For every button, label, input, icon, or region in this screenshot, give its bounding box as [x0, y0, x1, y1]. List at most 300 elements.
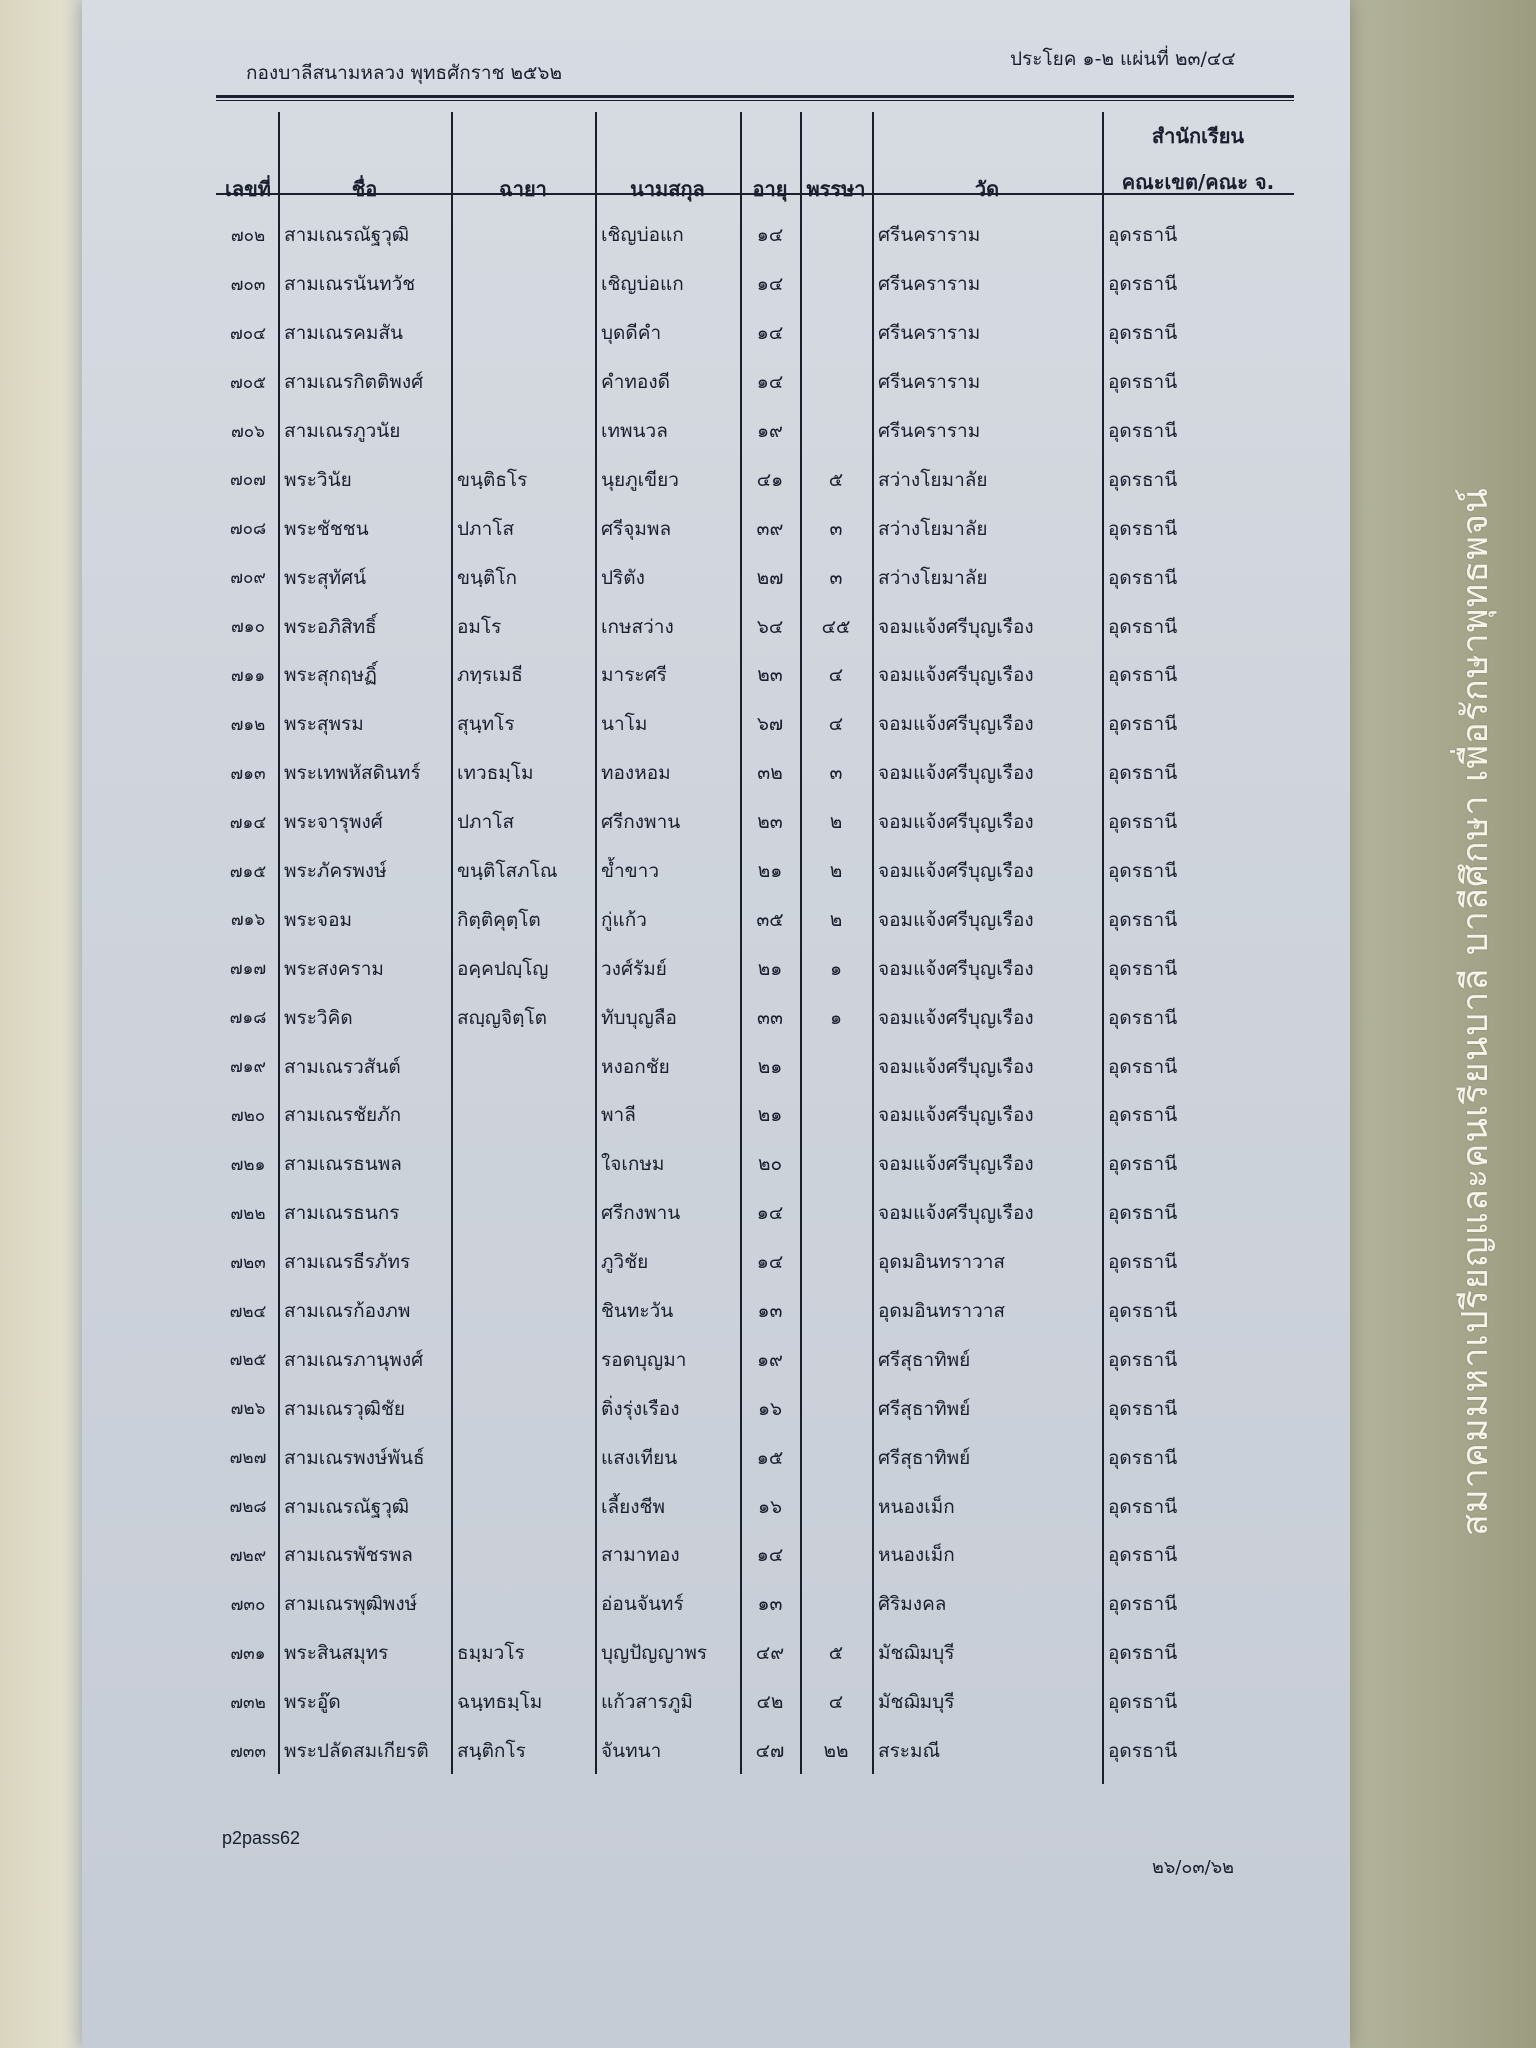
cell-name: สามเณรคมสัน [284, 322, 403, 345]
cell-no: ๗๓๓ [229, 1741, 267, 1762]
table-row [218, 1042, 1294, 1091]
cell-age: ๒๗ [756, 566, 784, 589]
cell-no: ๗๑๙ [229, 1057, 267, 1078]
table-row [218, 749, 1294, 798]
table-row [218, 455, 1294, 504]
table-row [218, 1433, 1294, 1482]
cell-no: ๗๑๘ [229, 1008, 267, 1029]
cell-no: ๗๓๐ [230, 1594, 266, 1615]
table-row [218, 993, 1294, 1042]
table-row [218, 602, 1294, 651]
cell-monk-name: ภทฺรเมธี [457, 664, 523, 687]
cell-school: อุดรธานี [1108, 1300, 1178, 1323]
col-header-age: อายุ [752, 177, 788, 201]
cell-age: ๓๙ [756, 517, 784, 540]
cell-no: ๗๐๘ [229, 519, 267, 540]
table-row [218, 1384, 1294, 1433]
cell-age: ๑๙ [757, 420, 783, 442]
cell-school: อุดรธานี [1108, 273, 1178, 296]
cell-monk-name [451, 260, 595, 309]
table-row [218, 700, 1294, 749]
cell-name: สามเณรณัฐวุฒิ [284, 1495, 410, 1518]
table-row [218, 553, 1294, 602]
cell-age: ๒๑ [757, 1055, 783, 1078]
cell-surname: เทพนวล [601, 420, 668, 442]
cell-school: อุดรธานี [1108, 1691, 1178, 1714]
cell-monk-name: กิตฺติคุตฺโต [457, 908, 541, 931]
cell-school: อุดรธานี [1108, 1544, 1178, 1567]
cell-no: ๗๒๔ [229, 1301, 267, 1322]
cell-name: พระภัครพงษ์ [284, 860, 387, 883]
cell-temple: ศรีนคราราม [878, 273, 981, 296]
cell-surname: เชิญบ่อแก [601, 224, 684, 247]
top-rule-thin [216, 100, 1294, 101]
table-header-row [218, 112, 1294, 211]
cell-surname: ทองหอม [601, 762, 671, 785]
cell-monk-name: สนฺติกโร [457, 1740, 526, 1763]
cell-monk-name: ฉนฺทธมฺโม [457, 1691, 543, 1714]
cell-age: ๓๕ [756, 908, 784, 931]
cell-age: ๑๖ [757, 1397, 783, 1420]
cell-temple: จอมแจ้งศรีบุญเรือง [878, 1153, 1034, 1176]
side-watermark: สมาคมมหาเปรียญและคนเรียนบาลี บาลีศึกษา เพื่อรักษาพุทธพจน์ [1455, 487, 1496, 1536]
table-row [218, 1531, 1294, 1580]
header-sheet-number: ประโยค ๑-๒ แผ่นที่ ๒๓/๔๔ [1010, 48, 1236, 70]
cell-surname: แก้วสารภูมิ [601, 1691, 693, 1714]
cell-vassa [800, 1531, 872, 1580]
cell-name: พระสุทัศน์ [284, 566, 367, 589]
cell-age: ๖๗ [756, 713, 784, 736]
cell-monk-name: อมโร [457, 615, 502, 638]
col-header-monk-name: ฉายา [499, 177, 547, 201]
cell-vassa [800, 1091, 872, 1140]
cell-monk-name [451, 1140, 595, 1189]
col-header-school [1102, 112, 1294, 211]
cell-monk-name: ปภาโส [457, 811, 515, 834]
cell-vassa [800, 1384, 872, 1433]
cell-name: สามเณรธีรภัทร [284, 1251, 411, 1274]
cell-surname: จันทนา [601, 1740, 662, 1763]
cell-age: ๑๓ [757, 1593, 783, 1616]
cell-monk-name: ขนฺติโสภโณ [457, 860, 558, 883]
cell-surname: ศรีกงพาน [601, 811, 681, 834]
cell-age: ๔๑ [756, 468, 784, 491]
cell-surname: นาโม [601, 713, 648, 736]
col-header-school-line2: คณะเขต/คณะ จ. [1121, 170, 1275, 194]
cell-monk-name: ธมฺมวโร [457, 1642, 525, 1665]
cell-name: พระปลัดสมเกียรติ [284, 1740, 429, 1763]
cell-no: ๗๑๖ [230, 910, 266, 931]
cell-surname: มาระศรี [601, 664, 667, 687]
cell-no: ๗๑๑ [230, 665, 266, 686]
cell-name: พระสุกฤษฏิ์ [284, 664, 377, 687]
cell-age: ๔๒ [756, 1691, 784, 1714]
cell-school: อุดรธานี [1108, 224, 1178, 247]
cell-school: อุดรธานี [1108, 1495, 1178, 1518]
cell-temple: สระมณี [878, 1740, 941, 1763]
cell-age: ๓๒ [757, 762, 783, 785]
table-row [218, 211, 1294, 260]
cell-temple: ศรีนคราราม [878, 420, 981, 442]
cell-vassa: ๔ [828, 664, 844, 687]
cell-no: ๗๒๗ [229, 1448, 267, 1469]
cell-vassa [800, 358, 872, 407]
cell-name: พระอภิสิทธิ์ [284, 615, 377, 638]
cell-no: ๗๑๔ [229, 812, 267, 833]
cell-temple: จอมแจ้งศรีบุญเรือง [878, 908, 1034, 931]
cell-no: ๗๒๒ [230, 1203, 266, 1224]
table-row [218, 651, 1294, 700]
cell-surname: บุดดีคำ [601, 322, 662, 345]
cell-monk-name [451, 309, 595, 358]
cell-no: ๗๐๒ [230, 225, 266, 246]
cell-age: ๑๕ [756, 1446, 784, 1469]
cell-temple: จอมแจ้งศรีบุญเรือง [878, 762, 1034, 785]
cell-surname: ชินทะวัน [601, 1300, 674, 1323]
cell-school: อุดรธานี [1108, 1446, 1178, 1469]
cell-no: ๗๑๐ [231, 617, 265, 638]
col-header-temple: วัด [974, 177, 1000, 201]
col-header-school-line1: สำนักเรียน [1151, 124, 1245, 148]
cell-name: สามเณรก้องภพ [284, 1300, 411, 1323]
cell-school: อุดรธานี [1108, 517, 1178, 540]
cell-vassa: ๔ [828, 1691, 844, 1714]
footer-code: p2pass62 [222, 1828, 301, 1848]
cell-surname: ศรีกงพาน [601, 1202, 681, 1225]
cell-vassa: ๒ [829, 811, 843, 834]
table-row [218, 260, 1294, 309]
cell-surname: เชิญบ่อแก [601, 273, 684, 296]
cell-monk-name: สุนฺทโร [457, 713, 515, 736]
cell-no: ๗๓๒ [230, 1692, 266, 1713]
cell-school: อุดรธานี [1108, 957, 1178, 980]
cell-name: สามเณรพุฒิพงษ์ [284, 1593, 418, 1616]
cell-school: อุดรธานี [1108, 908, 1178, 931]
cell-temple: หนองเม็ก [878, 1544, 955, 1567]
cell-monk-name [451, 358, 595, 407]
cell-school: อุดรธานี [1108, 371, 1178, 394]
cell-name: สามเณรพัชรพล [284, 1544, 413, 1567]
cell-temple: ศิริมงคล [878, 1593, 947, 1616]
cell-school: อุดรธานี [1108, 1251, 1178, 1274]
cell-vassa [800, 1189, 872, 1238]
cell-surname: นุยภูเขียว [601, 468, 679, 491]
cell-vassa: ๓ [829, 566, 843, 589]
cell-vassa: ๓ [829, 762, 843, 785]
cell-name: พระจอม [284, 908, 353, 931]
cell-school: อุดรธานี [1108, 860, 1178, 883]
table-row [218, 1189, 1294, 1238]
cell-school: อุดรธานี [1108, 762, 1178, 785]
cell-school: อุดรธานี [1108, 468, 1178, 491]
cell-surname: รอดบุญมา [601, 1348, 687, 1371]
cell-no: ๗๒๓ [230, 1252, 266, 1273]
cell-surname: บุญปัญญาพร [601, 1642, 708, 1665]
table-row [218, 944, 1294, 993]
cell-no: ๗๑๓ [230, 763, 266, 784]
cell-school: อุดรธานี [1108, 566, 1178, 589]
cell-monk-name: สญฺญจิตฺโต [457, 1006, 547, 1029]
cell-temple: จอมแจ้งศรีบุญเรือง [878, 1055, 1034, 1078]
col-header-vassa: พรรษา [806, 177, 866, 201]
cell-vassa [800, 309, 872, 358]
cell-vassa: ๑ [829, 1006, 843, 1029]
cell-age: ๖๔ [756, 615, 784, 638]
cell-name: สามเณรณัฐวุฒิ [284, 224, 410, 247]
cell-age: ๓๓ [757, 1006, 783, 1029]
cell-temple: หนองเม็ก [878, 1495, 955, 1518]
cell-name: พระสงคราม [284, 957, 384, 980]
cell-surname: สามาทอง [601, 1544, 680, 1567]
table-row [218, 1335, 1294, 1384]
cell-school: อุดรธานี [1108, 811, 1178, 834]
cell-name: สามเณรกิตติพงศ์ [284, 371, 424, 394]
cell-age: ๑๖ [757, 1495, 783, 1518]
cell-vassa: ๒๒ [823, 1740, 849, 1763]
table-row [218, 309, 1294, 358]
cell-no: ๗๒๑ [230, 1154, 266, 1175]
cell-no: ๗๒๘ [229, 1497, 267, 1518]
cell-temple: ศรีสุธาทิพย์ [878, 1397, 971, 1420]
cell-vassa [800, 1140, 872, 1189]
cell-monk-name [451, 211, 595, 260]
cell-monk-name: อคฺคปญฺโญ [457, 957, 549, 980]
cell-vassa: ๔๕ [821, 615, 851, 638]
col-header-surname: นามสกุล [630, 177, 705, 201]
cell-monk-name: เทวธมฺโม [457, 762, 534, 785]
cell-surname: เกษสว่าง [601, 615, 674, 638]
cell-temple: มัชฌิมบุรี [878, 1642, 955, 1665]
cell-vassa: ๕ [828, 468, 844, 491]
cell-name: พระเทพหัสดินทร์ [284, 762, 421, 785]
cell-monk-name [451, 1042, 595, 1091]
cell-surname: แสงเทียน [601, 1446, 678, 1469]
cell-monk-name: ขนฺติธโร [457, 468, 528, 491]
cell-vassa [800, 260, 872, 309]
cell-temple: จอมแจ้งศรีบุญเรือง [878, 957, 1034, 980]
cell-temple: อุดมอินทราวาส [878, 1251, 1006, 1274]
cell-name: สามเณรภูวนัย [284, 420, 401, 442]
cell-surname: ศรีจุมพล [601, 517, 672, 540]
cell-temple: สว่างโยมาลัย [878, 517, 988, 540]
cell-school: อุดรธานี [1108, 1593, 1178, 1616]
cell-no: ๗๓๑ [230, 1643, 266, 1664]
cell-surname: อ่อนจันทร์ [601, 1593, 684, 1616]
cell-no: ๗๐๓ [230, 274, 266, 295]
cell-age: ๑๔ [756, 224, 784, 247]
cell-age: ๑๙ [757, 1348, 783, 1371]
table-body [218, 211, 1294, 1776]
cell-age: ๒๑ [757, 1104, 783, 1127]
cell-surname: ใจเกษม [601, 1153, 665, 1176]
table-row [218, 1629, 1294, 1678]
cell-school: อุดรธานี [1108, 615, 1178, 638]
cell-temple: มัชฌิมบุรี [878, 1691, 955, 1714]
cell-name: พระสุพรม [284, 713, 364, 736]
cell-school: อุดรธานี [1108, 1104, 1178, 1127]
table-row [218, 1287, 1294, 1336]
table-row [218, 358, 1294, 407]
cell-school: อุดรธานี [1108, 713, 1178, 736]
cell-school: อุดรธานี [1108, 664, 1178, 687]
cell-age: ๑๔ [756, 322, 784, 345]
cell-age: ๑๔ [756, 1202, 784, 1225]
table-row [218, 1727, 1294, 1776]
cell-name: พระชัชชน [284, 517, 369, 540]
cell-name: พระสินสมุทร [284, 1642, 389, 1665]
cell-vassa [800, 1433, 872, 1482]
cell-temple: จอมแจ้งศรีบุญเรือง [878, 713, 1034, 736]
cell-no: ๗๐๙ [230, 568, 266, 589]
cell-monk-name [451, 1531, 595, 1580]
cell-monk-name [451, 1238, 595, 1287]
cell-age: ๒๐ [757, 1153, 783, 1176]
cell-temple: จอมแจ้งศรีบุญเรือง [878, 664, 1034, 687]
cell-temple: สว่างโยมาลัย [878, 566, 988, 589]
cell-vassa: ๒ [829, 908, 843, 931]
table-row [218, 798, 1294, 847]
cell-temple: ศรีนคราราม [878, 322, 981, 345]
cell-surname: วงศ์รัมย์ [601, 957, 667, 980]
cell-surname: ภูวิชัย [601, 1251, 649, 1274]
cell-school: อุดรธานี [1108, 1642, 1178, 1665]
cell-monk-name [451, 1091, 595, 1140]
cell-no: ๗๒๙ [229, 1545, 267, 1566]
cell-age: ๑๔ [756, 371, 784, 394]
table-row [218, 1678, 1294, 1727]
cell-monk-name [451, 1384, 595, 1433]
cell-temple: ศรีนคราราม [878, 224, 981, 247]
cell-temple: จอมแจ้งศรีบุญเรือง [878, 1202, 1034, 1225]
cell-name: สามเณรธนกร [284, 1202, 400, 1225]
cell-temple: จอมแจ้งศรีบุญเรือง [878, 811, 1034, 834]
table-row [218, 1482, 1294, 1531]
cell-name: สามเณรภานุพงศ์ [284, 1348, 424, 1371]
cell-name: พระวินัย [284, 468, 352, 491]
cell-name: สามเณรวุฒิชัย [284, 1397, 405, 1420]
cell-no: ๗๒๐ [230, 1105, 266, 1126]
cell-school: อุดรธานี [1108, 1055, 1178, 1078]
cell-temple: ศรีนคราราม [878, 371, 981, 394]
cell-temple: จอมแจ้งศรีบุญเรือง [878, 860, 1034, 883]
cell-school: อุดรธานี [1108, 1006, 1178, 1029]
cell-school: อุดรธานี [1108, 1397, 1178, 1420]
cell-vassa: ๔ [828, 713, 844, 736]
cell-vassa [800, 211, 872, 260]
cell-surname: พาลี [601, 1104, 636, 1127]
cell-temple: ศรีสุธาทิพย์ [878, 1446, 971, 1469]
cell-age: ๔๗ [755, 1740, 785, 1763]
cell-age: ๑๓ [757, 1300, 783, 1323]
table-row [218, 1238, 1294, 1287]
cell-no: ๗๑๕ [229, 861, 267, 882]
cell-vassa [800, 1238, 872, 1287]
cell-school: อุดรธานี [1108, 1740, 1178, 1763]
cell-vassa [800, 1335, 872, 1384]
cell-vassa [800, 407, 872, 456]
cell-name: พระจารุพงศ์ [284, 811, 383, 834]
cell-age: ๒๑ [757, 860, 783, 883]
cell-surname: ติ่งรุ่งเรือง [601, 1397, 680, 1420]
col-header-name: ชื่อ [351, 177, 378, 201]
cell-name: สามเณรธนพล [284, 1153, 402, 1176]
cell-age: ๑๔ [756, 1544, 784, 1567]
cell-surname: ข้ำขาว [601, 860, 659, 883]
header-exam-board: กองบาลีสนามหลวง พุทธศักราช ๒๕๖๒ [246, 62, 563, 84]
cell-age: ๑๔ [756, 273, 784, 296]
cell-temple: ศรีสุธาทิพย์ [878, 1348, 971, 1371]
table-row [218, 847, 1294, 896]
cell-vassa: ๕ [828, 1642, 844, 1665]
top-rule [216, 95, 1294, 98]
cell-temple: สว่างโยมาลัย [878, 468, 988, 491]
cell-monk-name [451, 407, 595, 456]
cell-monk-name: ปภาโส [457, 517, 515, 540]
cell-age: ๑๔ [756, 1251, 784, 1274]
cell-vassa: ๓ [829, 517, 843, 540]
cell-name: สามเณรวสันต์ [284, 1055, 401, 1078]
cell-surname: คำทองดี [601, 371, 670, 394]
cell-surname: ทับบุญลือ [601, 1006, 677, 1029]
table-row [218, 1140, 1294, 1189]
cell-vassa [800, 1287, 872, 1336]
cell-monk-name [451, 1335, 595, 1384]
table-row [218, 407, 1294, 456]
table-row [218, 1091, 1294, 1140]
cell-age: ๔๙ [755, 1642, 785, 1665]
cell-school: อุดรธานี [1108, 1348, 1178, 1371]
cell-school: อุดรธานี [1108, 1202, 1178, 1225]
table-row [218, 895, 1294, 944]
cell-no: ๗๒๕ [229, 1350, 267, 1371]
table-row [218, 504, 1294, 553]
cell-monk-name [451, 1287, 595, 1336]
cell-age: ๒๓ [757, 664, 783, 687]
cell-school: อุดรธานี [1108, 420, 1178, 442]
table-row [218, 1580, 1294, 1629]
cell-monk-name [451, 1189, 595, 1238]
cell-temple: จอมแจ้งศรีบุญเรือง [878, 615, 1034, 638]
cell-surname: หงอกชัย [601, 1055, 670, 1078]
cell-vassa [800, 1042, 872, 1091]
cell-temple: จอมแจ้งศรีบุญเรือง [878, 1006, 1034, 1029]
cell-no: ๗๐๗ [230, 470, 266, 491]
cell-name: สามเณรชัยภัก [284, 1104, 402, 1127]
cell-no: ๗๑๒ [230, 714, 266, 735]
footer-date: ๒๖/๐๓/๖๒ [1152, 1857, 1235, 1878]
cell-school: อุดรธานี [1108, 322, 1178, 345]
cell-no: ๗๐๔ [229, 323, 267, 344]
cell-name: พระอู๊ด [284, 1691, 341, 1714]
cell-school: อุดรธานี [1108, 1153, 1178, 1176]
col-header-no: เลขที่ [225, 177, 271, 201]
results-table [218, 112, 1294, 1776]
cell-vassa [800, 1482, 872, 1531]
cell-monk-name: ขนฺติโก [457, 566, 518, 589]
cell-no: ๗๒๖ [230, 1399, 266, 1420]
cell-temple: จอมแจ้งศรีบุญเรือง [878, 1104, 1034, 1127]
cell-monk-name [451, 1482, 595, 1531]
cell-surname: กู่แก้ว [601, 908, 647, 931]
cell-surname: เลี้ยงชีพ [601, 1495, 665, 1518]
cell-age: ๒๑ [757, 957, 783, 980]
cell-name: สามเณรนันทวัช [284, 273, 416, 296]
cell-surname: ปริตัง [601, 566, 645, 589]
cell-monk-name [451, 1433, 595, 1482]
cell-temple: อุดมอินทราวาส [878, 1300, 1006, 1323]
cell-no: ๗๐๖ [231, 421, 265, 442]
cell-monk-name [451, 1580, 595, 1629]
